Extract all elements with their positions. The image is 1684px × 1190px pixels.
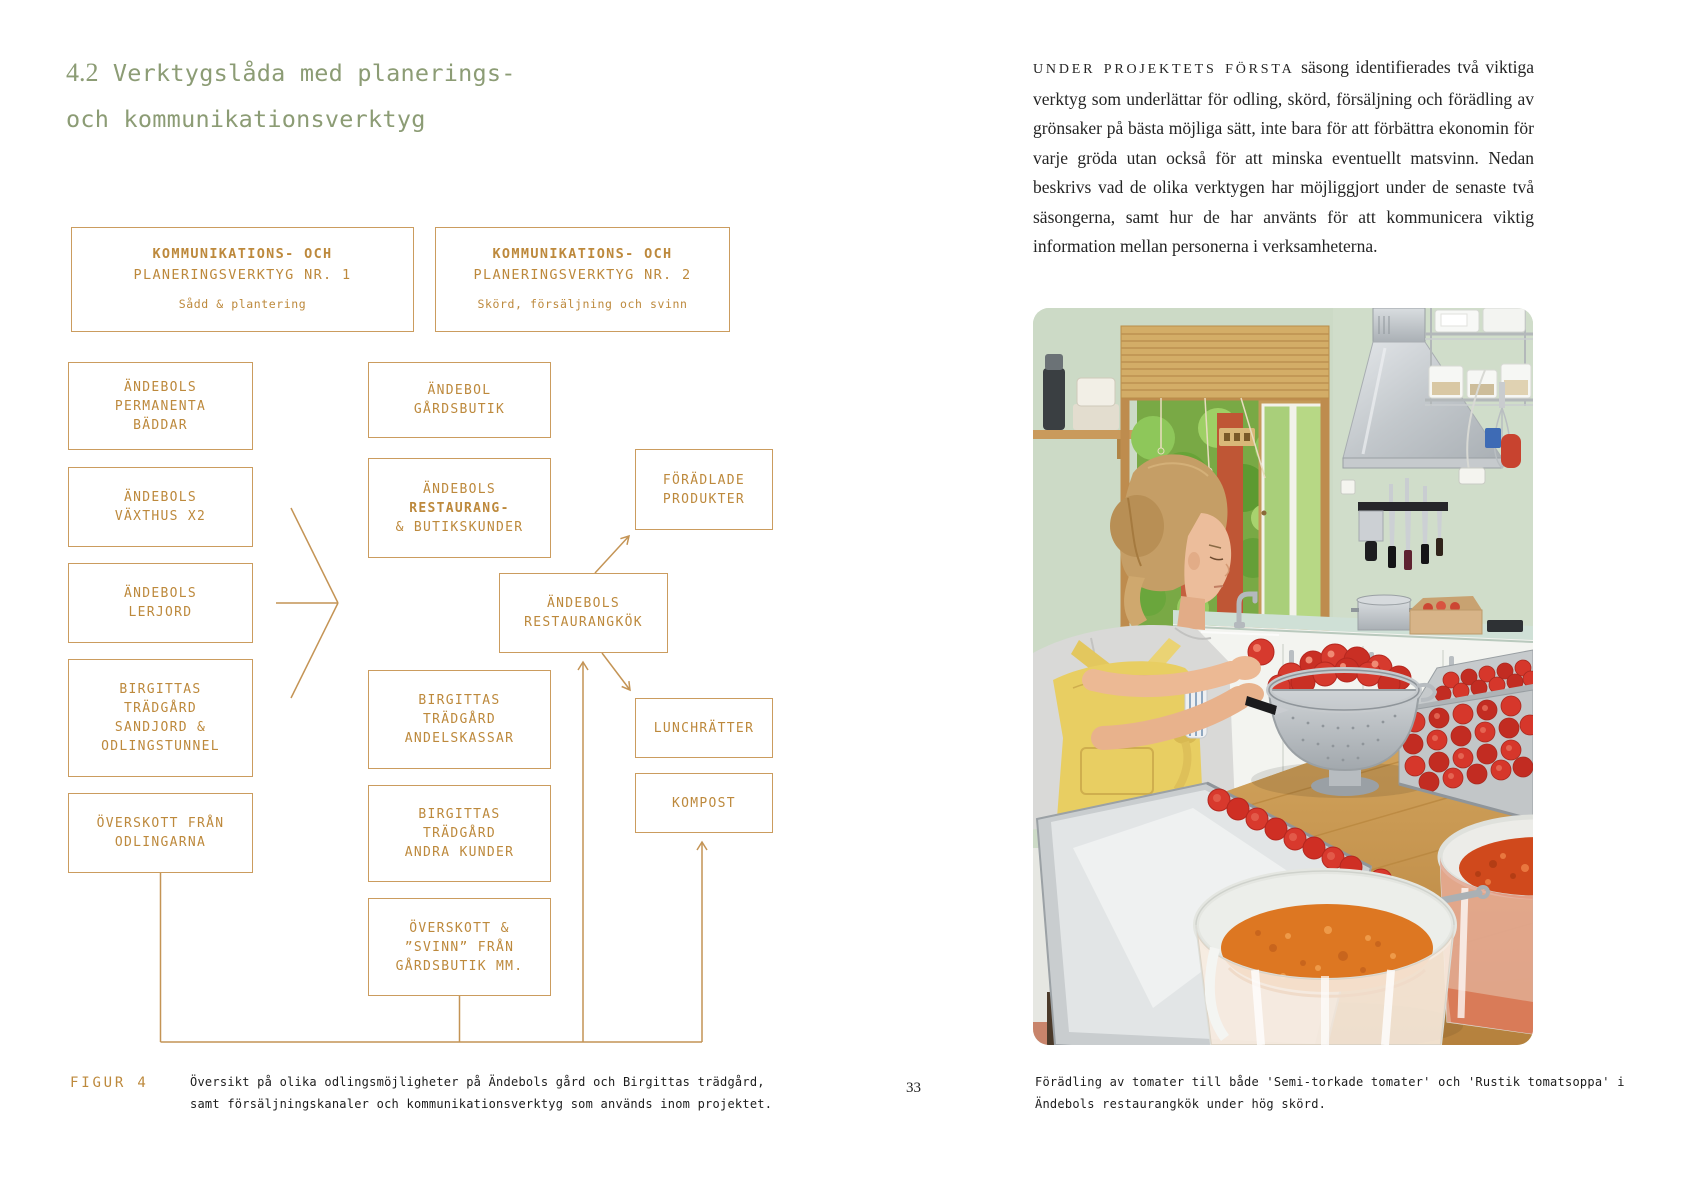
flow-box-restaurangkok: ÄNDEBOLS RESTAURANGKÖK xyxy=(499,573,668,653)
right-page xyxy=(842,0,1684,1190)
photo-caption xyxy=(1035,1071,1625,1115)
open-window-sash xyxy=(1260,402,1326,628)
arrow-up-to-kompost xyxy=(697,842,707,1042)
red-cloth xyxy=(1501,434,1521,468)
flow-box-lunchratter: LUNCHRÄTTER xyxy=(635,698,773,758)
flow-box-andelskassar: BIRGITTAS TRÄDGÅRD ANDELSKASSAR xyxy=(368,670,551,769)
arrow-up-to-restaurangkok xyxy=(578,662,588,1042)
blue-box xyxy=(1485,428,1501,448)
soup-bucket-center xyxy=(1196,871,1454,1045)
kitchen-photo xyxy=(1033,308,1533,1045)
wall-outlet xyxy=(1341,480,1355,494)
cardboard-box xyxy=(1410,596,1482,634)
flow-box-overskott-svinn: ÖVERSKOTT & ”SVINN” FRÅN GÅRDSBUTIK MM. xyxy=(368,898,551,996)
figure-caption-line-2: samt försäljningskanaler och kommunikationsverktyg som används inom projektet. xyxy=(190,1097,773,1111)
section-number: 4.2 xyxy=(66,58,99,87)
wall-outlet xyxy=(1459,468,1485,484)
figure-caption-line-1: Översikt på olika odlingsmöjligheter på Ändebols gård och Birgittas trädgård, xyxy=(190,1075,765,1089)
flow-box-permanenta-baddar: ÄNDEBOLS PERMANENTA BÄDDAR xyxy=(68,362,253,450)
chevron-merge-lines xyxy=(276,508,338,698)
flow-box-andra-kunder: BIRGITTAS TRÄDGÅRD ANDRA KUNDER xyxy=(368,785,551,882)
steel-pot xyxy=(1351,595,1417,630)
flow-box-tool-2: KOMMUNIKATIONS- OCH PLANERINGSVERKTYG NR. 2 Skörd, försäljning och svinn xyxy=(435,227,730,332)
figure-caption xyxy=(190,1071,772,1115)
flow-box-tool-1: KOMMUNIKATIONS- OCH PLANERINGSVERKTYG NR. 1 Sådd & plantering xyxy=(71,227,414,332)
flow-box-overskott-odlingarna: ÖVERSKOTT FRÅN ODLINGARNA xyxy=(68,793,253,873)
flow-box-vaxthus: ÄNDEBOLS VÄXTHUS X2 xyxy=(68,467,253,547)
flow-box-foradlade-produkter: FÖRÄDLADE PRODUKTER xyxy=(635,449,773,530)
heading-line-1: Verktygslåda med planerings- xyxy=(112,59,516,87)
photo-caption-line-2: Ändebols restaurangkök under hög skörd. xyxy=(1035,1097,1327,1111)
flow-box-lerjord: ÄNDEBOLS LERJORD xyxy=(68,563,253,643)
arrow-kitchen-to-lunchratter xyxy=(602,653,630,690)
flow-box-kompost: KOMPOST xyxy=(635,773,773,833)
flow-box-birgittas-sandjord: BIRGITTAS TRÄDGÅRD SANDJORD & ODLINGSTUNNEL xyxy=(68,659,253,777)
heading-line-2: och kommunikationsverktyg xyxy=(66,105,426,133)
flow-box-gardsbutik: ÄNDEBOL GÅRDSBUTIK xyxy=(368,362,551,438)
flow-box-restaurang-butikskunder: ÄNDEBOLS RESTAURANG- & BUTIKSKUNDER xyxy=(368,458,551,558)
page-number: 33 xyxy=(906,1080,921,1096)
section-heading xyxy=(66,50,516,142)
figure-label: FIGUR 4 xyxy=(70,1075,149,1091)
photo-caption-line-1: Förädling av tomater till både 'Semi-torkade tomater' och 'Rustik tomatsoppa' i xyxy=(1035,1075,1625,1089)
kitchen-scale xyxy=(1487,620,1523,632)
body-paragraph xyxy=(1033,53,1534,262)
lead-small-caps: UNDER PROJEKTETS FÖRSTA xyxy=(1033,62,1295,77)
arrow-kitchen-to-foradlade xyxy=(595,536,629,573)
body-text: säsong identifierades två viktiga verktyg som underlättar för odling, skörd, försäljning och förädling av grönsaker på bästa möjliga sätt, inte bara för att förbättra ekonomin för varje gröda utan också för att minska eventuellt matsvinn. Nedan beskrivs vad de olika verktygen har möjliggjort under de senaste två säsongerna, samt hur de har använts för att kommunicera viktig information mellan personerna i verksamheterna. xyxy=(1033,57,1534,256)
